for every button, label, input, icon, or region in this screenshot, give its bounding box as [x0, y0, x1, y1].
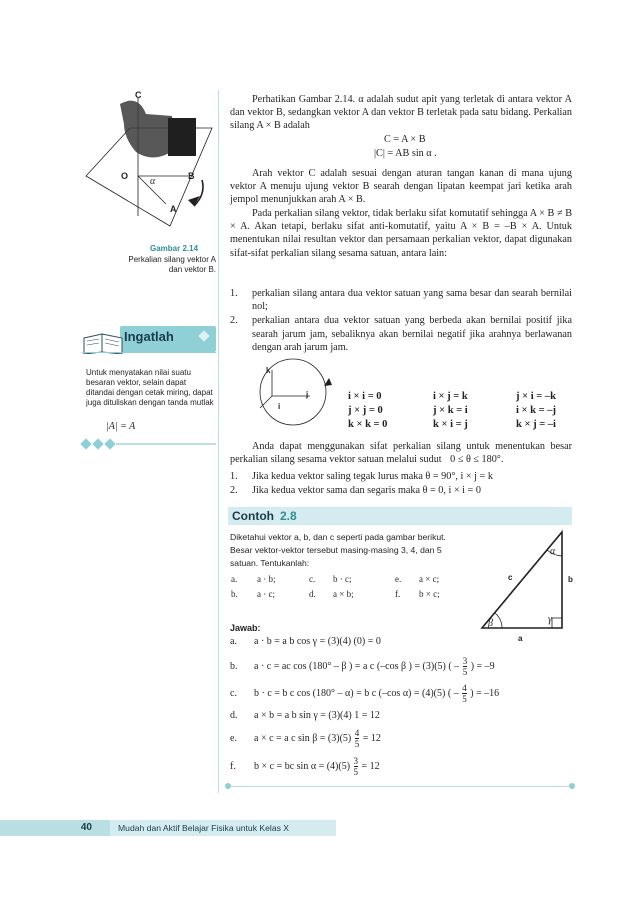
- contoh-tasks: [230, 572, 441, 602]
- figure-caption-title: Gambar 2.14: [150, 244, 199, 253]
- jawab-label: Jawab:: [230, 623, 261, 633]
- page-number: 40: [80, 822, 92, 833]
- answer-c: c. b · c = b c cos (180° – α) = b c (–cos α) = (4)(5) ( – $\frac{4}{5}$ ) = –16: [230, 683, 500, 704]
- footer-title-bar: [110, 820, 336, 836]
- list-item: 2. perkalian antara dua vektor satuan yang berbeda akan bernilai positif jika searah jarum jam, sebaliknya akan bernilai negatif jika arahnya berlawanan dengan arah jarum jam.: [230, 315, 572, 353]
- ingatlah-dots: [82, 438, 136, 450]
- footer-page-bar: [0, 820, 110, 836]
- triangle-a: a: [518, 634, 523, 643]
- contoh-header: Contoh 2.8: [228, 507, 572, 525]
- rule-1: 1. Jika kedua vektor saling tegak lurus maka θ = 90°, i × j = k: [230, 471, 493, 482]
- answer-a: a. a · b = a b cos γ = (3)(4) (0) = 0: [230, 636, 381, 647]
- book-icon: [82, 332, 124, 354]
- table-row: a. a · b; c. b · c; e. a × c;: [231, 574, 440, 584]
- paragraph-3: Pada perkalian silang vektor, tidak berlaku sifat komutatif sehingga A × B ≠ B × A. Akan tetapi, berlaku sifat anti-komutatif, yaitu A × B = –B × A. Untuk menentukan nilai resultan vektor dan persamaan perkalian vektor, dapat digunakan sifat-sifat perkalian silang sesama satuan, antara lain:: [230, 208, 572, 259]
- triangle-b: b: [568, 575, 573, 584]
- property-list: [230, 287, 572, 354]
- triangle-alpha: α: [550, 546, 556, 557]
- circle-i: i: [278, 402, 281, 411]
- answer-b: b. a · c = ac cos (180° – β ) = a c (–cos β ) = (3)(5) ( – $\frac{3}{5}$ ) = –9: [230, 656, 495, 677]
- ingatlah-text: Untuk menyatakan nilai suatu besaran vektor, selain dapat ditandai dengan cetak miring, dapat juga dituliskan dengan tanda mutlak: [86, 368, 214, 407]
- triangle-gamma: γ: [548, 614, 552, 625]
- ingatlah-header: [82, 322, 216, 352]
- table-row: i × i = 0 i × j = k j × i = –k: [348, 391, 556, 402]
- label-alpha: α: [150, 176, 156, 187]
- label-b: B: [188, 171, 195, 181]
- answer-f: f. b × c = bc sin α = (4)(5) $\frac{3}{5}$ = 12: [230, 756, 380, 777]
- triangle-figure: [478, 528, 576, 632]
- column-divider: [218, 90, 219, 793]
- triangle-beta: β: [488, 618, 493, 629]
- book-title: Mudah dan Aktif Belajar Fisika untuk Kelas X: [118, 823, 290, 833]
- ingatlah-title: Ingatlah: [124, 329, 174, 344]
- table-row: b. a · c; d. a × b; f. b × c;: [231, 589, 440, 599]
- ingatlah-rule: [82, 352, 216, 353]
- label-a: A: [170, 204, 177, 214]
- figure-caption: Perkalian silang vektor A dan vektor B.: [128, 255, 216, 274]
- triangle-c: c: [508, 573, 513, 582]
- circle-k: k: [266, 366, 271, 375]
- rule-dot-left: [225, 783, 231, 789]
- contoh-bottom-rule: [228, 786, 572, 787]
- paragraph-2: Arah vektor C adalah sesuai dengan aturan tangan kanan di mana ujung vektor A menuju ujung vektor B searah dengan lipatan keempat jari ketika arah jempol menunjukkan arah A × B.: [230, 168, 572, 206]
- answer-e: e. a × c = a c sin β = (3)(5) $\frac{4}{5}$ = 12: [230, 728, 381, 749]
- equation-2: |C| = AB sin α .: [374, 148, 437, 159]
- paragraph-4: Anda dapat menggunakan sifat perkalian silang untuk menentukan besar perkalian silang sesama vektor satuan melalui sudut 0 ≤ θ ≤ 180°.: [230, 441, 572, 466]
- ingatlah-formula: |A| = A: [106, 421, 136, 432]
- unit-vector-circle: [250, 356, 336, 428]
- rule-dot-right: [569, 783, 575, 789]
- rule-2: 2. Jika kedua vektor sama dan segaris maka θ = 0, i × i = 0: [230, 485, 481, 496]
- label-c: C: [135, 90, 142, 100]
- label-o: O: [121, 171, 129, 181]
- table-row: j × j = 0 j × k = i i × k = –j: [348, 405, 556, 416]
- answer-d: d. a × b = a b sin γ = (3)(4) 1 = 12: [230, 710, 380, 721]
- circle-j: j: [306, 390, 309, 399]
- unit-cross-table: [348, 390, 566, 432]
- list-item: 1. perkalian silang antara dua vektor satuan yang sama besar dan searah bernilai nol;: [230, 288, 572, 313]
- equation-1: C = A × B: [384, 134, 426, 145]
- figure-2-14: [84, 88, 216, 238]
- paragraph-1: Perhatikan Gambar 2.14. α adalah sudut apit yang terletak di antara vektor A dan vektor B, sedangkan vektor A dan vektor B terletak pada satu bidang. Perkalian silang A × B adalah: [230, 94, 572, 132]
- table-row: k × k = 0 k × i = j k × j = –i: [348, 419, 556, 430]
- contoh-intro: Diketahui vektor a, b, dan c seperti pada gambar berikut. Besar vektor-vektor tersebut masing-masing 3, 4, dan 5 satuan. Tentukanlah:: [230, 532, 446, 568]
